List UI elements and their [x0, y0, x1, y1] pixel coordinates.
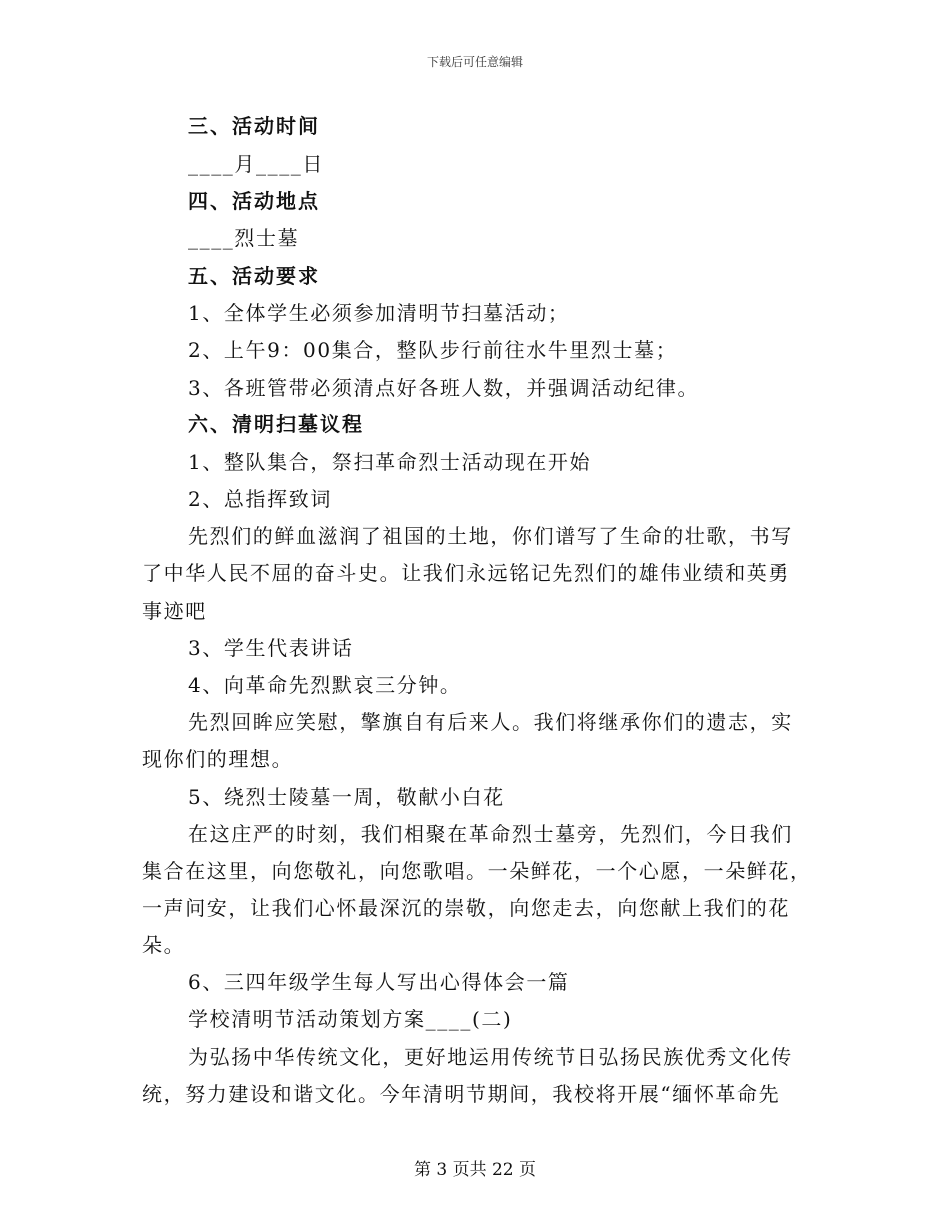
requirement-item-1: 1、全体学生必须参加清明节扫墓活动； [188, 301, 570, 325]
heading-activity-requirements: 五、活动要求 [188, 264, 320, 288]
heading-agenda: 六、清明扫墓议程 [188, 412, 364, 436]
agenda-item-2: 2、总指挥致词 [188, 487, 332, 511]
paragraph-line: 了中华人民不屈的奋斗史。让我们永远铭记先烈们的雄伟业绩和英勇 [142, 561, 790, 585]
agenda-item-1: 1、整队集合，祭扫革命烈士活动现在开始 [188, 450, 592, 474]
paragraph-line: 先烈回眸应笑慰，擎旗自有后来人。我们将继承你们的遗志，实 [188, 710, 793, 734]
page-footer: 第 3 页共 22 页 [413, 1160, 537, 1180]
location-line: ____烈士墓 [188, 226, 300, 250]
paragraph-line: 先烈们的鲜血滋润了祖国的土地，你们谱写了生命的壮歌，书写 [188, 524, 793, 548]
requirement-item-2: 2、上午9：00集合，整队步行前往水牛里烈士墓； [188, 338, 678, 362]
paragraph-line: 一声问安，让我们心怀最深沉的崇敬，向您走去，向您献上我们的花 [142, 896, 790, 920]
heading-activity-location: 四、活动地点 [188, 189, 320, 213]
paragraph-line: 事迹吧 [142, 599, 207, 623]
paragraph-line: 在这庄严的时刻，我们相聚在革命烈士墓旁，先烈们，今日我们 [188, 822, 793, 846]
paragraph-line: 为弘扬中华传统文化，更好地运用传统节日弘扬民族优秀文化传 [188, 1045, 793, 1069]
section-title-plan-two: 学校清明节活动策划方案____(二) [188, 1007, 513, 1031]
agenda-item-6: 6、三四年级学生每人写出心得体会一篇 [188, 970, 570, 994]
paragraph-line: 集合在这里，向您敬礼，向您歌唱。一朵鲜花，一个心愿，一朵鲜花， [142, 859, 812, 883]
requirement-item-3: 3、各班管带必须清点好各班人数，并强调活动纪律。 [188, 376, 700, 400]
agenda-item-5: 5、绕烈士陵墓一周，敬献小白花 [188, 785, 505, 809]
paragraph-line: 现你们的理想。 [142, 747, 294, 771]
agenda-item-4: 4、向革命先烈默哀三分钟。 [188, 673, 462, 697]
paragraph-line: 统，努力建设和谐文化。今年清明节期间，我校将开展“缅怀革命先 [142, 1082, 781, 1106]
date-blank-line: ____月____日 [188, 152, 324, 176]
heading-activity-time: 三、活动时间 [188, 114, 320, 138]
page-header: 下载后可任意编辑 [426, 55, 523, 69]
agenda-item-3: 3、学生代表讲话 [188, 636, 354, 660]
paragraph-line: 朵。 [142, 933, 186, 957]
